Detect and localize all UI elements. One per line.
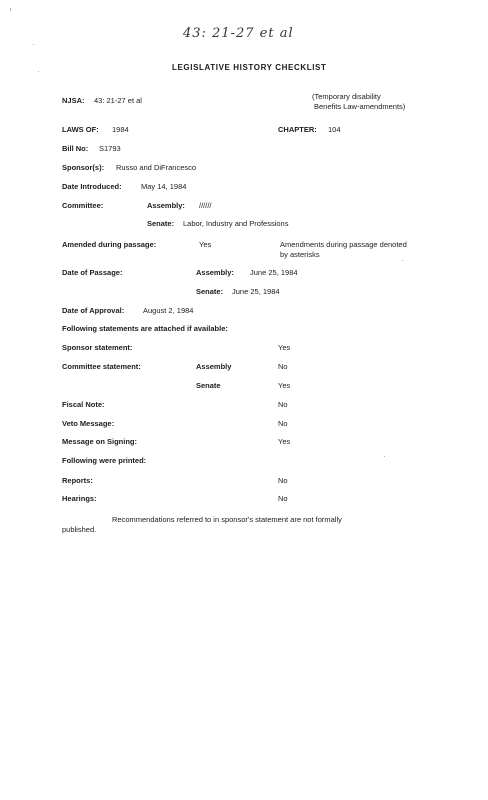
message-on-signing-value: Yes [278, 437, 291, 446]
amended-value: Yes [199, 240, 212, 249]
passage-senate-label: Senate: [196, 287, 224, 296]
committee-statement-label: Committee statement: [62, 362, 141, 371]
scan-speck [33, 44, 34, 45]
date-of-approval-label: Date of Approval: [62, 306, 125, 315]
committee-statement-assembly-value: No [278, 362, 288, 371]
hearings-value: No [278, 494, 288, 503]
chapter-label: CHAPTER: [278, 125, 317, 134]
handwritten-citation: 43: 21-27 et al [183, 26, 294, 41]
njsa-value: 43: 21-27 et al [94, 96, 142, 105]
committee-assembly-value: ////// [199, 201, 212, 210]
committee-senate-value: Labor, Industry and Professions [183, 219, 289, 228]
sponsor-statement-value: Yes [278, 343, 291, 352]
committee-statement-senate-label: Senate [196, 381, 221, 390]
amended-note-line2: by asterisks [280, 250, 320, 259]
laws-of-value: 1984 [112, 125, 129, 134]
scan-speck [38, 71, 39, 72]
reports-value: No [278, 476, 288, 485]
date-of-passage-label: Date of Passage: [62, 268, 123, 277]
subject-line2: Benefits Law-amendments) [314, 102, 406, 111]
bill-no-value: S1793 [99, 144, 121, 153]
page-title: LEGISLATIVE HISTORY CHECKLIST [172, 63, 327, 72]
note-line1: Recommendations referred to in sponsor's statement are not formally [112, 515, 342, 524]
message-on-signing-label: Message on Signing: [62, 437, 138, 446]
sponsors-value: Russo and DiFrancesco [116, 163, 197, 172]
committee-statement-assembly-label: Assembly [196, 362, 232, 371]
date-introduced-value: May 14, 1984 [141, 182, 187, 191]
passage-senate-value: June 25, 1984 [232, 287, 280, 296]
committee-label: Committee: [62, 201, 104, 210]
sponsor-statement-label: Sponsor statement: [62, 343, 133, 352]
laws-of-label: LAWS OF: [62, 125, 99, 134]
committee-senate-label: Senate: [147, 219, 175, 228]
committee-assembly-label: Assembly: [147, 201, 185, 210]
subject-line1: (Temporary disability [312, 92, 381, 101]
printed-heading: Following were printed: [62, 456, 147, 465]
amended-note-line1: Amendments during passage denoted [280, 240, 407, 249]
njsa-label: NJSA: [62, 96, 85, 105]
passage-assembly-label: Assembly: [196, 268, 234, 277]
scan-speck [10, 8, 11, 11]
veto-message-label: Veto Message: [62, 419, 115, 428]
date-of-approval-value: August 2, 1984 [143, 306, 194, 315]
fiscal-note-label: Fiscal Note: [62, 400, 105, 409]
passage-assembly-value: June 25, 1984 [250, 268, 298, 277]
fiscal-note-value: No [278, 400, 288, 409]
date-introduced-label: Date Introduced: [62, 182, 122, 191]
reports-label: Reports: [62, 476, 93, 485]
scan-speck [384, 456, 385, 457]
sponsors-label: Sponsor(s): [62, 163, 105, 172]
bill-no-label: Bill No: [62, 144, 89, 153]
committee-statement-senate-value: Yes [278, 381, 291, 390]
hearings-label: Hearings: [62, 494, 97, 503]
statements-heading: Following statements are attached if available: [62, 324, 228, 333]
amended-label: Amended during passage: [62, 240, 157, 249]
veto-message-value: No [278, 419, 288, 428]
scan-speck [402, 260, 403, 261]
note-line2: published. [62, 525, 97, 534]
chapter-value: 104 [328, 125, 341, 134]
